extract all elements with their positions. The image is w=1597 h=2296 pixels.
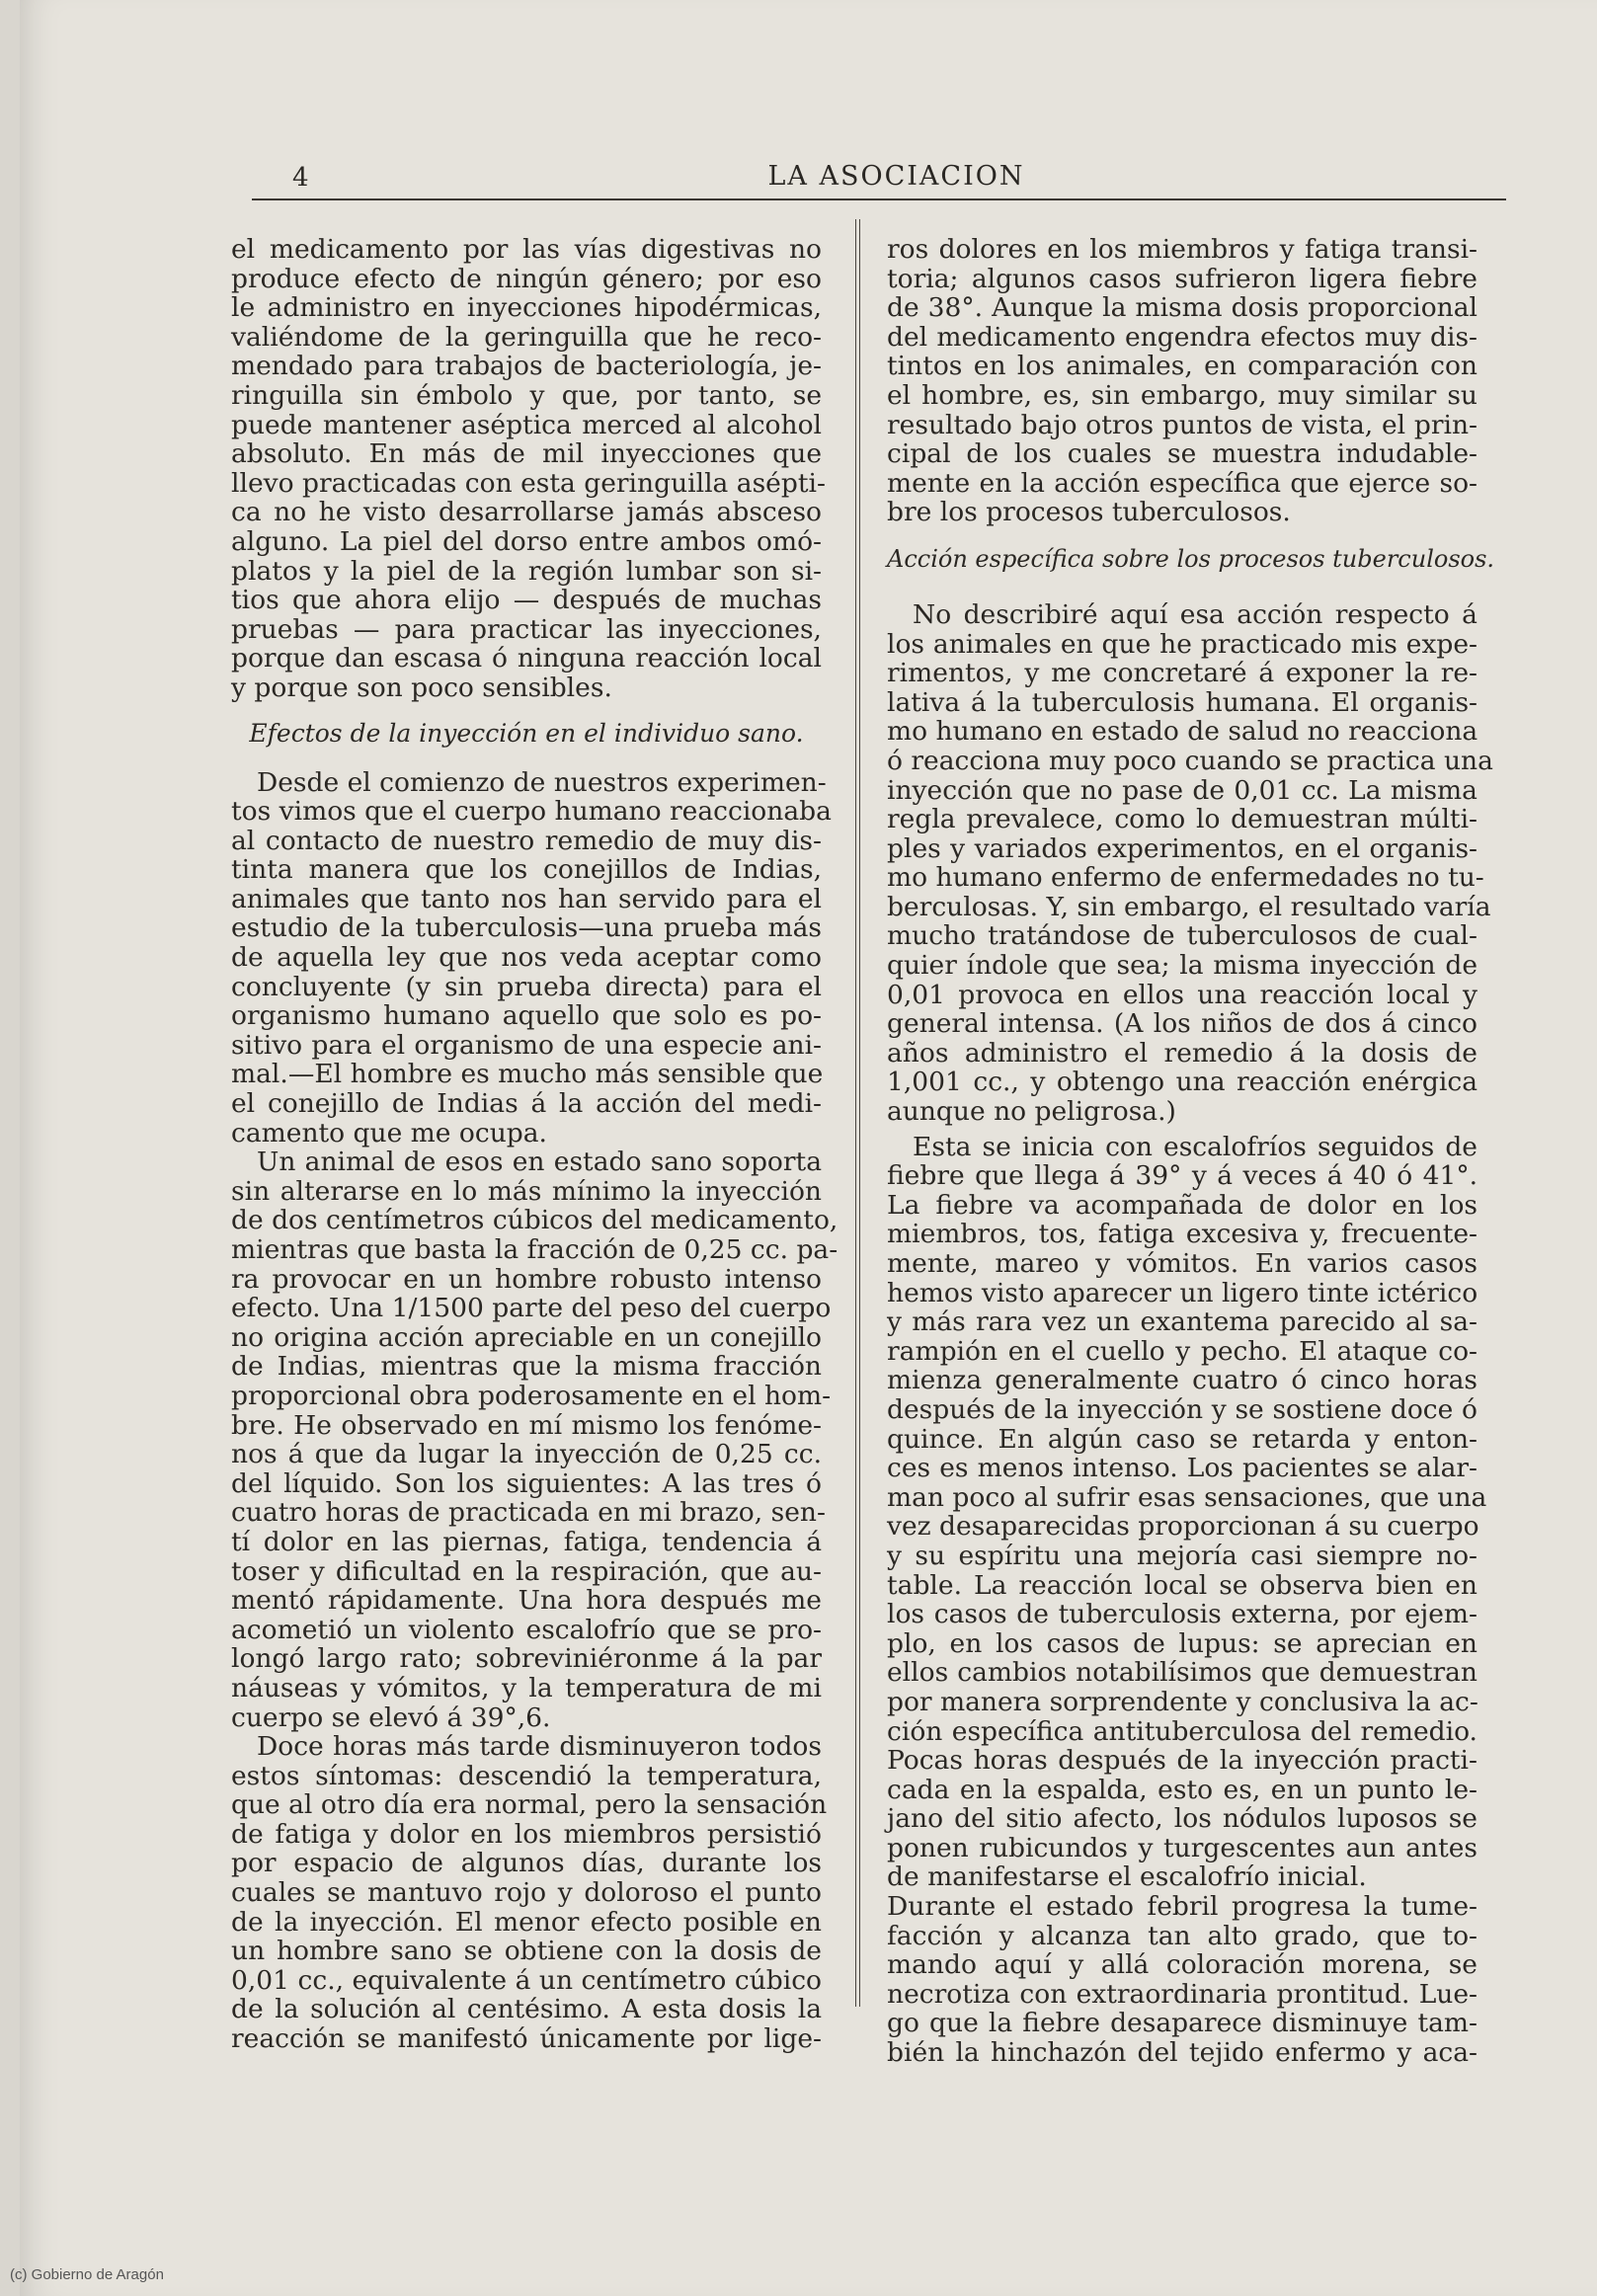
text-line: platos y la piel de la región lumbar son si- — [231, 555, 822, 587]
text-line: no origina acción apreciable en un conejillo — [231, 1321, 822, 1353]
text-line: cipal de los cuales se muestra indudable- — [887, 438, 1477, 470]
column-divider — [855, 219, 860, 2007]
text-line: longó largo rato; sobreviniéronme á la par — [231, 1643, 822, 1675]
text-line: sin alterarse en lo más mínimo la inyección — [231, 1175, 822, 1207]
text-line: produce efecto de ningún género; por eso — [231, 263, 822, 294]
text-line: bre los procesos tuberculosos. — [887, 497, 1291, 528]
text-line: rampión en el cuello y pecho. El ataque co- — [887, 1335, 1477, 1367]
text-line: absoluto. En más de mil inyecciones que — [231, 438, 822, 470]
text-line: de aquella ley que nos veda aceptar como — [231, 942, 822, 974]
text-line: del líquido. Son los siguientes: A las tres ó — [231, 1467, 822, 1499]
text-line: mente, mareo y vómitos. En varios casos — [887, 1248, 1477, 1279]
text-line: sitivo para el organismo de una especie ani- — [231, 1029, 822, 1061]
text-line: tintos en los animales, en comparación con — [887, 351, 1477, 382]
text-line: los animales en que he practicado mis expe- — [887, 628, 1477, 660]
text-line: Doce horas más tarde disminuyeron todos — [257, 1731, 822, 1763]
text-line: plo, en los casos de lupus: se aprecian en — [887, 1627, 1477, 1659]
text-line: mentó rápidamente. Una hora después me — [231, 1585, 822, 1617]
text-line: ros dolores en los miembros y fatiga transi- — [887, 234, 1477, 265]
text-line: puede mantener aséptica merced al alcohol — [231, 409, 822, 440]
text-line: ellos cambios notabilísimos que demuestran — [887, 1657, 1477, 1689]
text-line: y más rara vez un exantema parecido al sa- — [887, 1306, 1477, 1338]
text-line: mendado para trabajos de bacteriología, je- — [231, 351, 822, 382]
text-line: lativa á la tuberculosis humana. El organis- — [887, 686, 1477, 718]
text-line: 0,01 provoca en ellos una reacción local y — [887, 979, 1477, 1010]
text-line: bién la hinchazón del tejido enfermo y aca- — [887, 2037, 1477, 2069]
text-line: animales que tanto nos han servido para el — [231, 883, 822, 914]
right-paragraph-1 — [887, 235, 1477, 527]
text-line: el medicamento por las vías digestivas no — [231, 234, 822, 265]
text-line: ó reacciona muy poco cuando se practica una — [887, 745, 1493, 776]
text-line: regla prevalece, como lo demuestran múlti- — [887, 804, 1477, 835]
text-line: tos vimos que el cuerpo humano reaccionaba — [231, 796, 832, 828]
right-column — [887, 234, 1495, 2069]
text-line: mo humano enfermo de enfermedades no tu- — [887, 862, 1484, 894]
text-line: fiebre que llega á 39° y á veces á 40 ó 41°. — [887, 1160, 1477, 1192]
text-line: de dos centímetros cúbicos del medicamento, — [231, 1205, 838, 1236]
text-line: necrotiza con extraordinaria prontitud. Lue- — [887, 1978, 1477, 2010]
text-line: de la inyección. El menor efecto posible en — [231, 1906, 822, 1938]
text-line: inyección que no pase de 0,01 cc. La misma — [887, 774, 1477, 806]
text-line: llevo practicadas con esta geringuilla asépti- — [231, 467, 826, 499]
left-column — [231, 234, 838, 2055]
newspaper-page — [20, 0, 1597, 2296]
text-line: Esta se inicia con escalofríos seguidos de — [913, 1131, 1477, 1162]
text-line: quince. En algún caso se retarda y enton- — [887, 1423, 1477, 1455]
text-line: organismo humano aquello que solo es po- — [231, 1000, 822, 1032]
text-line: estos síntomas: descendió la temperatura, — [231, 1760, 822, 1791]
text-line: Un animal de esos en estado sano soporta — [257, 1147, 822, 1178]
section-heading-specific-action: Acción específica sobre los procesos tuberculosos. — [887, 544, 1495, 573]
text-line: jano del sitio afecto, los nódulos luposos se — [887, 1803, 1477, 1835]
text-line: el hombre, es, sin embargo, muy similar su — [887, 379, 1477, 411]
text-line: man poco al sufrir esas sensaciones, que una — [887, 1481, 1487, 1513]
text-line: aunque no peligrosa.) — [887, 1096, 1176, 1128]
left-paragraph-3 — [231, 1147, 838, 1733]
text-line: proporcional obra poderosamente en el hom- — [231, 1380, 832, 1411]
text-line: pruebas — para practicar las inyecciones, — [231, 613, 822, 645]
left-paragraph-1 — [231, 234, 826, 703]
text-line: mo humano en estado de salud no reacciona — [887, 716, 1478, 748]
text-line: cada en la espalda, esto es, en un punto le- — [887, 1774, 1477, 1805]
text-line: efecto. Una 1/1500 parte del peso del cuerpo — [231, 1293, 832, 1324]
left-paragraph-2 — [231, 766, 832, 1148]
text-line: No describiré aquí esa acción respecto á — [913, 598, 1477, 630]
text-line: Desde el comienzo de nuestros experimen- — [257, 766, 827, 798]
text-line: ces es menos intenso. Los pacientes se alar- — [887, 1453, 1477, 1484]
text-line: tí dolor en las piernas, fatiga, tendencia á — [231, 1526, 822, 1557]
text-line: miembros, tos, fatiga excesiva y, frecuente- — [887, 1219, 1477, 1250]
text-line: concluyente (y sin prueba directa) para el — [231, 971, 822, 1002]
text-line: ra provocar en un hombre robusto intenso — [231, 1263, 822, 1295]
text-line: de manifestarse el escalofrío inicial. — [887, 1861, 1367, 1893]
text-line: mando aquí y allá coloración morena, se — [887, 1949, 1477, 1981]
text-line: quier índole que sea; la misma inyección de — [887, 950, 1477, 982]
text-line: toser y dificultad en la respiración, que au- — [231, 1555, 822, 1587]
text-line: cuerpo se elevó á 39°,6. — [231, 1702, 551, 1733]
text-line: de Indias, mientras que la misma fracción — [231, 1351, 822, 1383]
text-line: alguno. La piel del dorso entre ambos omó- — [231, 525, 822, 557]
text-line: por espacio de algunos días, durante los — [231, 1848, 822, 1879]
text-line: mucho tratándose de tuberculosos de cual- — [887, 920, 1477, 952]
text-line: Durante el estado febril progresa la tume- — [887, 1891, 1477, 1923]
text-line: Pocas horas después de la inyección practi- — [887, 1745, 1477, 1777]
text-line: le administro en inyecciones hipodérmicas, — [231, 292, 822, 324]
text-line: camento que me ocupa. — [231, 1117, 547, 1148]
text-line: cuatro horas de practicada en mi brazo, sen- — [231, 1497, 826, 1529]
text-line: después de la inyección y se sostiene doce ó — [887, 1393, 1477, 1425]
text-line: general intensa. (A los niños de dos á cinco — [887, 1008, 1477, 1040]
text-line: rimentos, y me concretaré á exponer la re- — [887, 658, 1477, 689]
text-line: berculosas. Y, sin embargo, el resultado varía — [887, 891, 1491, 922]
text-line: mal.—El hombre es mucho más sensible que — [231, 1059, 824, 1090]
text-line: hemos visto aparecer un ligero tinte ictérico — [887, 1277, 1478, 1308]
text-line: un hombre sano se obtiene con la dosis de — [231, 1936, 822, 1967]
text-line: cuales se mantuvo rojo y doloroso el punto — [231, 1877, 822, 1909]
text-line: ción específica antituberculosa del remedio. — [887, 1715, 1477, 1747]
text-line: de fatiga y dolor en los miembros persistió — [231, 1818, 822, 1850]
text-line: reacción se manifestó únicamente por lige- — [231, 2023, 822, 2055]
text-line: el conejillo de Indias á la acción del medi- — [231, 1088, 822, 1120]
text-line: resultado bajo otros puntos de vista, el prin- — [887, 409, 1477, 440]
text-line: 0,01 cc., equivalente á un centímetro cúbico — [231, 1964, 822, 1996]
text-line: toria; algunos casos sufrieron ligera fiebre — [887, 263, 1477, 294]
text-line: mente en la acción específica que ejerce so- — [887, 467, 1477, 499]
text-line: vez desaparecidas proporcionan á su cuerpo — [887, 1511, 1479, 1543]
text-line: años administro el remedio á la dosis de — [887, 1037, 1477, 1069]
text-line: los casos de tuberculosis externa, por ejem- — [887, 1599, 1477, 1630]
text-line: ringuilla sin émbolo y que, por tanto, se — [231, 379, 822, 411]
text-line: nos á que da lugar la inyección de 0,25 cc. — [231, 1439, 822, 1470]
right-paragraph-4 — [887, 1892, 1477, 2068]
text-line: estudio de la tuberculosis—una prueba más — [231, 912, 822, 944]
text-line: al contacto de nuestro remedio de muy dis- — [231, 825, 822, 856]
text-line: go que la fiebre desaparece disminuye tam- — [887, 2008, 1477, 2039]
header-rule — [252, 198, 1506, 200]
text-line: que al otro día era normal, pero la sensación — [231, 1789, 828, 1821]
text-line: acometió un violento escalofrío que se pro- — [231, 1614, 822, 1645]
running-title: LA ASOCIACION — [767, 161, 1025, 192]
text-line: porque dan escasa ó ninguna reacción local — [231, 643, 822, 674]
text-line: facción y alcanza tan alto grado, que to- — [887, 1920, 1477, 1951]
text-line: mientras que basta la fracción de 0,25 cc. pa- — [231, 1234, 838, 1265]
page-header — [286, 163, 1506, 202]
right-paragraph-3 — [887, 1131, 1487, 1893]
text-line: tios que ahora elijo — después de muchas — [231, 585, 822, 616]
text-line: y su espíritu una mejoría casi siempre no- — [887, 1540, 1477, 1571]
text-line: de 38°. Aunque la misma dosis proporcional — [887, 292, 1477, 324]
copyright-credit: (c) Gobierno de Aragón — [10, 2266, 164, 2283]
right-paragraph-2 — [887, 598, 1493, 1128]
text-line: mienza generalmente cuatro ó cinco horas — [887, 1365, 1477, 1396]
text-line: ples y variados experimentos, en el organis- — [887, 832, 1477, 864]
text-line: bre. He observado en mí mismo los fenóme- — [231, 1409, 822, 1441]
text-line: 1,001 cc., y obtengo una reacción enérgica — [887, 1067, 1477, 1098]
text-line: ca no he visto desarrollarse jamás absceso — [231, 497, 822, 528]
text-line: ponen rubicundos y turgescentes aun antes — [887, 1832, 1477, 1863]
text-line: del medicamento engendra efectos muy dis- — [887, 321, 1477, 353]
page-number: 4 — [292, 163, 309, 193]
text-line: table. La reacción local se observa bien en — [887, 1569, 1477, 1601]
text-line: de la solución al centésimo. A esta dosis la — [231, 1994, 822, 2025]
text-line: náuseas y vómitos, y la temperatura de mi — [231, 1672, 822, 1703]
text-line: valiéndome de la geringuilla que he reco- — [231, 321, 822, 353]
text-line: por manera sorprendente y conclusiva la ac- — [887, 1686, 1478, 1717]
text-line: La fiebre va acompañada de dolor en los — [887, 1189, 1477, 1221]
left-paragraph-4 — [231, 1731, 828, 2055]
text-line: tinta manera que los conejillos de Indias, — [231, 854, 822, 886]
text-line: y porque son poco sensibles. — [231, 672, 612, 703]
section-heading-healthy-individual: Efectos de la inyección en el individuo sano. — [249, 718, 804, 748]
